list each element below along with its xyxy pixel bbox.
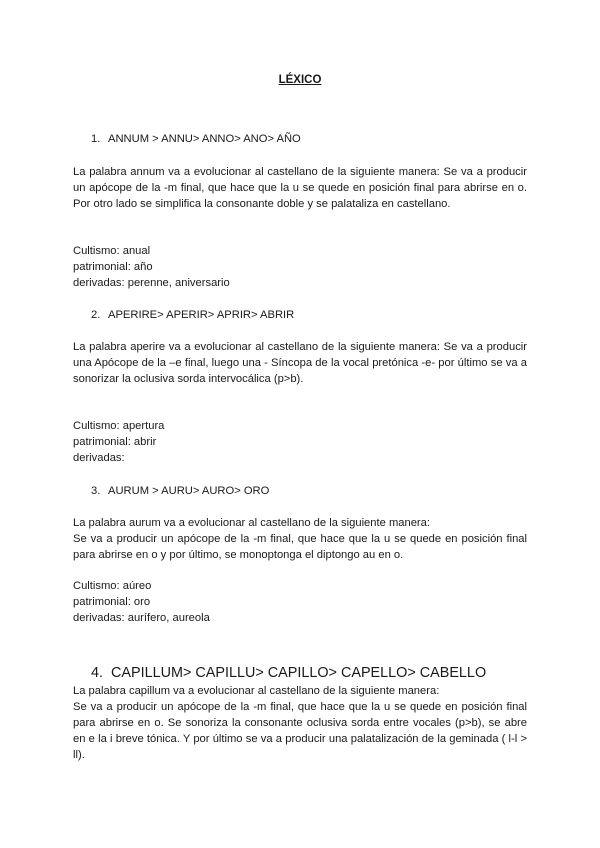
section-3-number: 3.	[91, 485, 101, 497]
section-2-cultismo: Cultismo: apertura	[73, 420, 165, 432]
section-1-patrimonial: patrimonial: año	[73, 261, 153, 273]
section-1-heading	[91, 131, 301, 147]
section-3-terms	[73, 578, 210, 626]
section-2-derivadas: derivadas:	[73, 452, 125, 464]
section-4-title: CAPILLUM> CAPILLU> CAPILLO> CAPELLO> CABELLO	[111, 665, 487, 681]
section-3-patrimonial: patrimonial: oro	[73, 596, 151, 608]
section-3-heading	[91, 483, 269, 499]
section-2-patrimonial: patrimonial: abrir	[73, 436, 157, 448]
section-1-title: ANNUM > ANNU> ANNO> ANO> AÑO	[108, 133, 301, 145]
section-1-number: 1.	[91, 133, 101, 145]
section-1-paragraph: La palabra annum va a evolucionar al castellano de la siguiente manera: Se va a producir un apócope de la -m final, que hace que la u se quede en posición final para abrirse en o. Por otro lado se simplifica la consonante doble y se palataliza en castellano.	[73, 166, 527, 210]
section-1-derivadas: derivadas: perenne, aniversario	[73, 277, 230, 289]
section-3-title: AURUM > AURU> AURO> ORO	[108, 485, 270, 497]
section-3-paragraph-line: Se va a producir un apócope de la -m final, que hace que la u se quede en posición final para abrirse en o y por último, se monoptonga el diptongo au en o.	[73, 533, 527, 561]
section-2-heading	[91, 307, 294, 323]
page-title: LÉXICO	[278, 74, 322, 86]
section-2-terms	[73, 418, 164, 466]
section-4-number: 4.	[91, 665, 104, 681]
section-3-cultismo: Cultismo: aúreo	[73, 580, 152, 592]
section-4-heading	[91, 664, 486, 682]
section-3-derivadas: derivadas: aurífero, aureola	[73, 612, 210, 624]
section-4-paragraph	[73, 683, 527, 763]
section-2-paragraph: La palabra aperire va a evolucionar al castellano de la siguiente manera: Se va a producir una Apócope de la –e final, luego una - Síncopa de la vocal pretónica -e- por último se va a sonorizar la oclusiva sorda intervocálica (p>b).	[73, 341, 527, 385]
section-3-paragraph-line: La palabra aurum va a evolucionar al castellano de la siguiente manera:	[73, 517, 430, 529]
section-1-cultismo: Cultismo: anual	[73, 245, 151, 257]
section-1-terms	[73, 243, 230, 291]
section-4-paragraph-line: La palabra capillum va a evolucionar al castellano de la siguiente manera:	[73, 685, 440, 697]
section-2-title: APERIRE> APERIR> APRIR> ABRIR	[108, 309, 295, 321]
section-2-number: 2.	[91, 309, 101, 321]
section-3-paragraph	[73, 515, 527, 563]
section-4-paragraph-line: Se va a producir un apócope de la -m final, que hace que la u se quede en posición final para abrirse en o. Se sonoriza la consonante oclusiva sorda entre vocales (p>b), se abre en e la i breve tónica. Y por último se va a producir una palatalización de la geminada ( l-l > ll).	[73, 701, 527, 761]
